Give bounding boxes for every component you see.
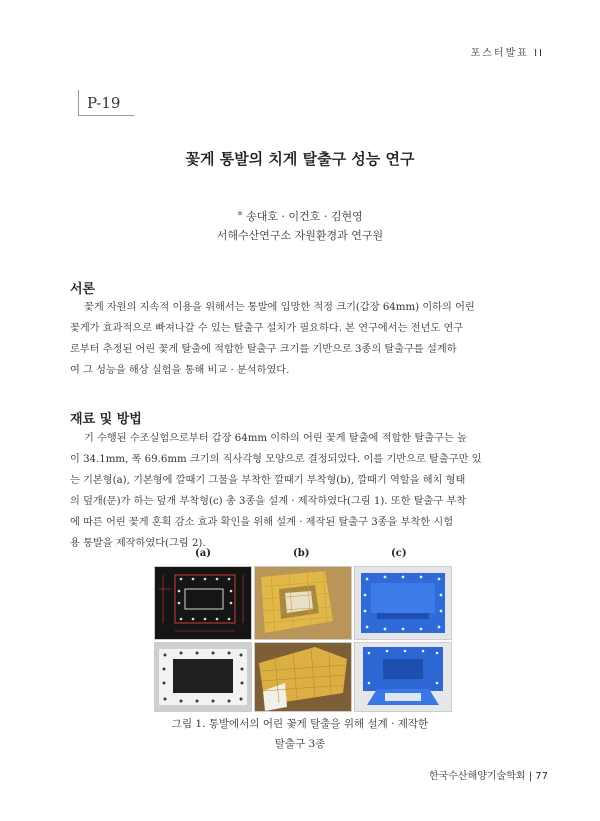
figure-label-a: (a) bbox=[195, 548, 211, 559]
methods-line: 의 덮개(문)가 하는 덮개 부착형(c) 총 3종을 설계 · 제작하였다(그림 1). 또한 탈출구 부착 bbox=[70, 496, 467, 507]
caption-line-2: 탈출구 3종 bbox=[274, 738, 326, 750]
photo-b-funnel-top bbox=[254, 566, 352, 640]
intro-line: 로부터 추정된 어린 꽃게 탈출에 적합한 탈출구 크기를 기반으로 3종의 탈출구를 설계하 bbox=[70, 344, 457, 355]
paper-title: 꽃게 통발의 치게 탈출구 성능 연구 bbox=[185, 150, 415, 168]
page-footer: 한국수산해양기술학회 | 77 bbox=[428, 771, 548, 782]
section-label: 포스터발표 II bbox=[470, 48, 544, 59]
photo-c-cover-top bbox=[354, 566, 452, 640]
methods-line: 는 기본형(a), 기본형에 깔때기 그물을 부착한 깔때기 부착형(b), 깔때기 역할을 해치 형태 bbox=[70, 475, 466, 486]
poster-id-box: P-19 bbox=[78, 90, 134, 116]
photo-a-drawing bbox=[154, 566, 252, 640]
intro-line: 꽃게가 효과적으로 빠져나갈 수 있는 탈출구 설치가 필요하다. 본 연구에서는 전년도 연구 bbox=[70, 323, 464, 334]
caption-line-1: 그림 1. 통발에서의 어린 꽃게 탈출을 위해 설계 · 제작한 bbox=[171, 718, 429, 730]
methods-heading: 재료 및 방법 bbox=[70, 412, 142, 427]
intro-line: 꽃게 자원의 지속적 이용을 위해서는 통발에 입망한 적정 크기(갑장 64mm) 이하의 어린 bbox=[84, 302, 475, 313]
affiliation: 서해수산연구소 자원환경과 연구원 bbox=[216, 229, 384, 242]
photo-c-cover-open bbox=[354, 642, 452, 712]
photo-b-funnel-side bbox=[254, 642, 352, 712]
figure-1 bbox=[154, 548, 450, 564]
methods-paragraph bbox=[70, 428, 532, 554]
figure-label-c: (c) bbox=[391, 548, 407, 559]
figure-caption bbox=[0, 714, 600, 754]
intro-paragraph bbox=[70, 297, 532, 381]
photo-a-plate bbox=[154, 642, 252, 712]
methods-line: 기 수행된 수조실험으로부터 갑장 64mm 이하의 어린 꽃게 탈출에 적합한 탈출구는 높 bbox=[84, 433, 467, 444]
methods-line: 이 34.1mm, 폭 69.6mm 크기의 직사각형 모양으로 결정되었다. 이를 기반으로 탈출구만 있 bbox=[70, 454, 482, 465]
intro-line: 여 그 성능을 해상 실험을 통해 비교 · 분석하였다. bbox=[70, 365, 290, 376]
methods-line: 에 따른 어린 꽃게 혼획 감소 효과 확인을 위해 설계 · 제작된 탈출구 3종을 부착한 시험 bbox=[70, 517, 454, 528]
intro-heading: 서론 bbox=[70, 282, 96, 297]
authors: ° 송대호 · 이건호 · 김현영 bbox=[237, 210, 363, 223]
figure-label-b: (b) bbox=[293, 548, 310, 559]
methods-line: 용 통발을 제작하였다(그림 2). bbox=[70, 538, 206, 549]
